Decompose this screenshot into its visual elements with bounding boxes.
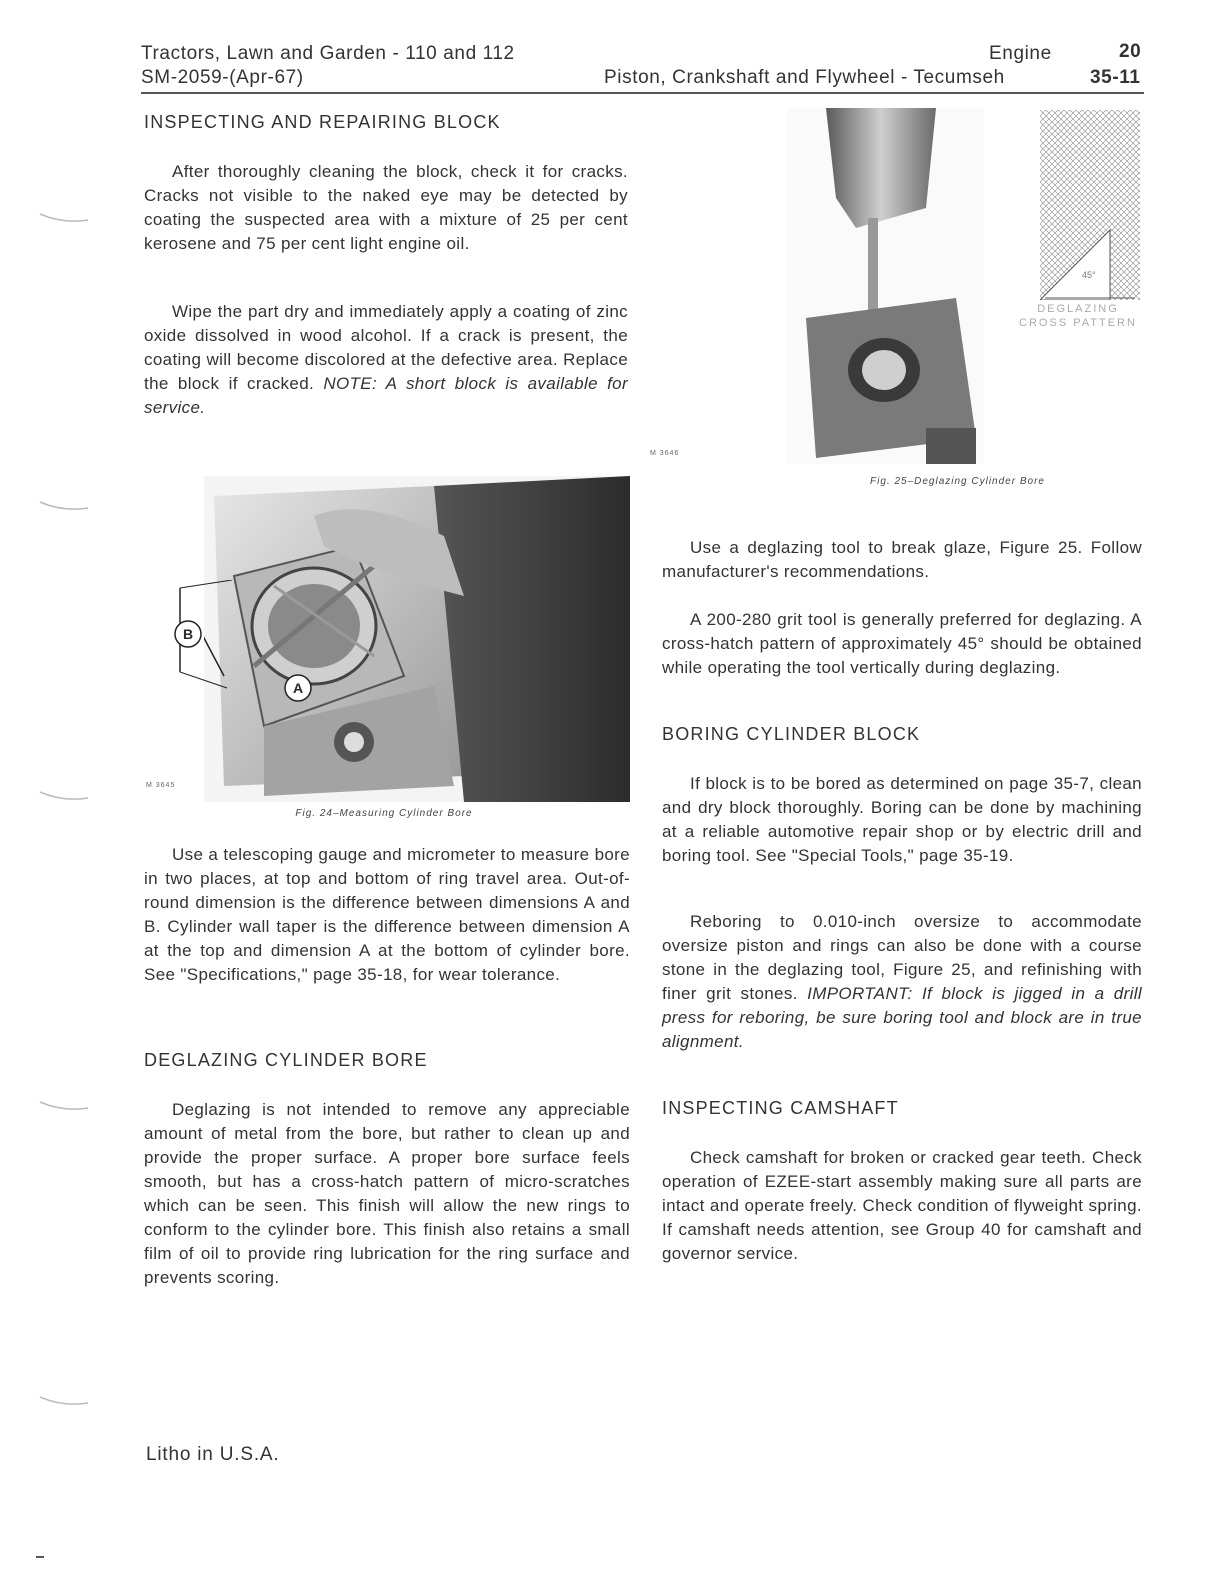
figure-24-photo-id: M 3645: [146, 782, 176, 789]
header-subsection: Piston, Crankshaft and Flywheel - Tecumseh: [604, 67, 1005, 88]
paragraph: After thoroughly cleaning the block, check it for cracks. Cracks not visible to the naked eye may be detected by coating the suspected area with a mixture of 25 per cent kerosene and 75 per cent light engine oil.: [144, 162, 628, 253]
figure-24-callouts: [172, 580, 312, 730]
margin-mark: [38, 1395, 90, 1407]
section-heading-deglazing: DEGLAZING CYLINDER BORE: [144, 1050, 428, 1070]
page-corner-mark: [36, 1556, 44, 1558]
margin-mark: [38, 790, 90, 802]
inset-label: [1010, 302, 1146, 330]
header-section: Engine: [989, 43, 1052, 64]
figure-25-photo: [786, 108, 984, 464]
paragraph: [144, 300, 628, 420]
header-rule: [141, 92, 1144, 94]
footer-litho: Litho in U.S.A.: [146, 1444, 280, 1465]
section-heading-boring: BORING CYLINDER BLOCK: [662, 724, 921, 744]
figure-24-caption: Fig. 24–Measuring Cylinder Bore: [295, 808, 473, 819]
header-manual-title: Tractors, Lawn and Garden - 110 and 112: [141, 43, 515, 64]
paragraph: Deglazing is not intended to remove any appreciable amount of metal from the bore, but rather to clean up and provide the proper surface. A proper bore surface feels smooth, but has a cross-hatch pattern of micro-scratches which can be seen. This finish will allow the new rings to conform to the cylinder bore. This finish also retains a small film of oil to provide ring lubrication for the ring surface and prevents scoring.: [144, 1100, 630, 1287]
note-text: NOTE: A short block is available for service.: [144, 374, 628, 417]
paragraph: Use a deglazing tool to break glaze, Figure 25. Follow manufacturer's recommendations.: [662, 538, 1142, 581]
inset-label-line2: CROSS PATTERN: [1019, 317, 1137, 329]
section-heading-inspecting-block: INSPECTING AND REPAIRING BLOCK: [144, 112, 501, 132]
paragraph: If block is to be bored as determined on page 35-7, clean and dry block thoroughly. Boring can be done by machining at a reliable automotive repair shop or by electric drill and boring tool. See "Special Tools," page 35-19.: [662, 774, 1142, 865]
important-note: IMPORTANT: If block is jigged in a drill press for reboring, be sure boring tool and block are in true alignment.: [662, 984, 1142, 1051]
margin-mark: [38, 1100, 90, 1112]
paragraph: Use a telescoping gauge and micrometer to measure bore in two places, at top and bottom of ring travel area. Out-of-round dimension is the difference between dimensions A and B. Cylinder wall taper is the difference between dimension A at the top and dimension A at the bottom of cylinder bore. See "Specifications," page 35-18, for wear tolerance.: [144, 845, 630, 984]
header-manual-number: SM-2059-(Apr-67): [141, 67, 304, 88]
callout-label-a: A: [292, 680, 304, 696]
inset-angle-label: 45°: [1082, 270, 1096, 280]
paragraph: A 200-280 grit tool is generally preferred for deglazing. A cross-hatch pattern of approximately 45° should be obtained while operating the tool vertically during deglazing.: [662, 610, 1142, 677]
margin-mark: [38, 500, 90, 512]
paragraph: [662, 910, 1142, 1054]
figure-25-photo-id: M 3646: [650, 450, 680, 457]
paragraph-text: Wipe the part dry and immediately apply a coating of zinc oxide dissolved in wood alcohol. If a crack is present, the coating will become discolored at the defective area. Replace the block if cracked.: [144, 302, 628, 393]
figure-25-caption: Fig. 25–Deglazing Cylinder Bore: [870, 476, 1045, 487]
header-page-group: 20: [1119, 41, 1142, 62]
margin-mark: [38, 212, 90, 224]
section-heading-camshaft: INSPECTING CAMSHAFT: [662, 1098, 899, 1118]
paragraph-text: Reboring to 0.010-inch oversize to accommodate oversize piston and rings can also be done with a course stone in the deglazing tool, Figure 25, and refinishing with finer grit stones.: [662, 912, 1142, 1003]
callout-label-b: B: [182, 626, 194, 642]
header-page-number: 35-11: [1090, 67, 1141, 88]
paragraph: Check camshaft for broken or cracked gear teeth. Check operation of EZEE-start assembly making sure all parts are intact and operate freely. Check condition of flyweight spring. If camshaft needs attention, see Group 40 for camshaft and governor service.: [662, 1148, 1142, 1263]
inset-label-line1: DEGLAZING: [1037, 303, 1119, 315]
